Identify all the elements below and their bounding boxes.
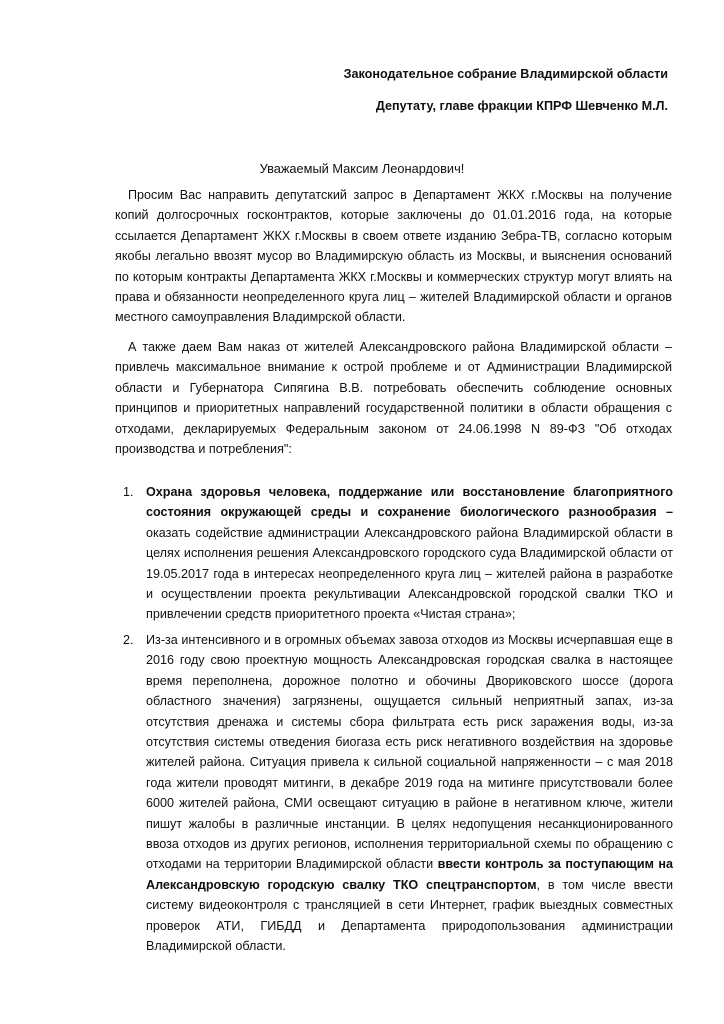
paragraph-mandate: А также даем Вам наказ от жителей Александровского района Владимирской области – привлечь максимальное внимание к острой проблеме и от Администрации Владимирской области и Губернатора Сипягина В.В. потребовать обеспечить соблюдение основных принципов и приоритетных направлений государственной политики в области обращения с отходами, декларируемых Федеральным законом от 24.06.1998 N 89-ФЗ "Об отходах производства и потребления": bbox=[115, 340, 672, 457]
list-item-plain-text: оказать содействие администрации Александровского района Владимирской области в целях исполнения решения Александровского городского суда Владимирской области от 19.05.2017 года в интересах неопределенного круга лиц – жителей района в разработке и осуществлении проекта рекультивации Александровской городской свалки ТКО и привлечении средств приоритетного проекта «Чистая страна»; bbox=[146, 525, 673, 622]
list-item-plain-text: Из-за интенсивного и в огромных объемах завоза отходов из Москвы исчерпавшая еще в 2016 году свою проектную мощность Александровская городская свалка в настоящее время переполнена, дорожное полотно и обочины Двориковского шоссе (дорога областного значения) загрязнены, ощущается сильный неприятный запах, из-за отсутствия дренажа и системы сбора фильтрата есть риск заражения воды, из-за отсутствия системы отведения биогаза есть риск негативного воздействия на здоровье жителей района. Ситуация привела к сильной социальной напряженности – с мая 2018 года жители проводят митинги, в декабре 2019 года на митинге присутствовали более 6000 жителей района, СМИ освещают ситуацию в районе в негативном ключе, жители пишут жалобы в различные инстанции. В целях недопущения несанкционированного ввоза отходов из других регионов, исполнения территориальной схемы по обращению с отходами на территории Владимирской области bbox=[146, 633, 673, 872]
list-item-number: 2. bbox=[123, 633, 134, 647]
list-item-text bbox=[146, 630, 673, 957]
list-item-bold-text: ввести контроль за поступающим на Александровскую городскую свалку ТКО спецтранспортом bbox=[146, 857, 673, 892]
list-item-number: 1. bbox=[123, 485, 134, 499]
greeting: Уважаемый Максим Леонардович! bbox=[259, 161, 465, 176]
recipient-person: Депутату, главе фракции КПРФ Шевченко М.Л. bbox=[375, 99, 668, 113]
list-item-text bbox=[146, 482, 673, 625]
recipient-organization: Законодательное собрание Владимирской области bbox=[343, 67, 668, 81]
list-item-bold-text: Охрана здоровья человека, поддержание или восстановление благоприятного состояния окружающей среды и сохранение биологического разнообразия – bbox=[146, 485, 673, 520]
paragraph-request: Просим Вас направить депутатский запрос в Департамент ЖКХ г.Москвы на получение копий долгосрочных госконтрактов, которые заключены до 01.01.2016 года, на которые ссылается Департамент ЖКХ г.Москвы в своем ответе изданию Зебра-ТВ, согласно которым якобы легально ввозят мусор во Владимирскую область из Москвы, и выяснения оснований по которым контракты Департамента ЖКХ г.Москвы и коммерческих структур могут влиять на права и обязанности неопределенного круга лиц – жителей Владимирской области и органов местного самоуправления Владимрской области. bbox=[115, 188, 672, 325]
list-item-plain-text-end: , в том числе ввести систему видеоконтроля с трансляцией в сети Интернет, график выездных совместных проверок АТИ, ГИБДД и Департамента природопользования администрации Владимирской области. bbox=[146, 877, 673, 954]
